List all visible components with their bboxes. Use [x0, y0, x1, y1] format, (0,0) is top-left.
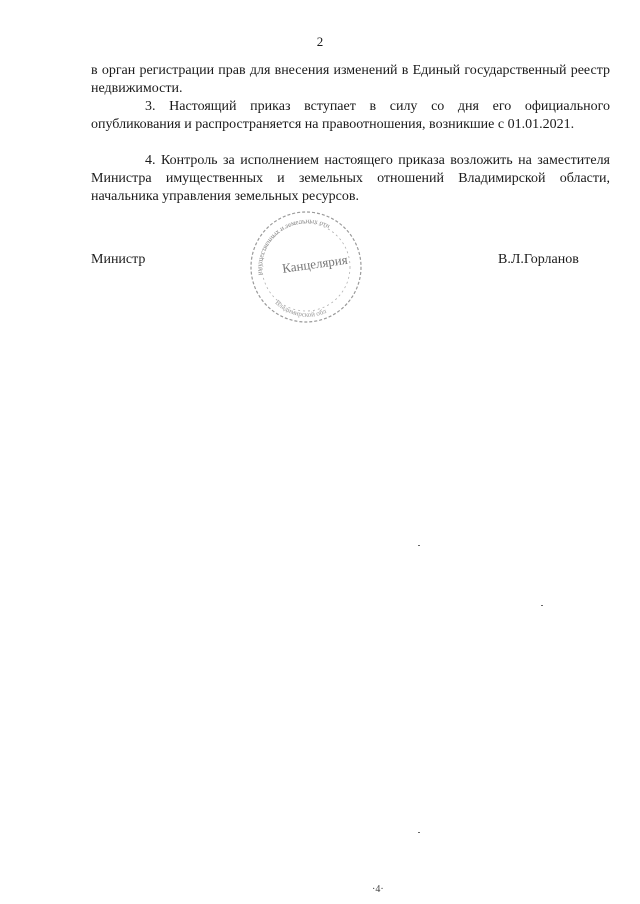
- paragraph-registration: [91, 62, 610, 98]
- paragraph-text: 4. Контроль за исполнением настоящего приказа возложить на заместителя Министра имущественных и земельных отношений Владимирской области, начальника управления земельных ресурсов.: [91, 153, 610, 204]
- stamp-ring-top: имущественных и земельных отн: [255, 217, 332, 276]
- footer-mark: ·4·: [372, 884, 384, 895]
- stamp-center-text: Канцелярия: [281, 251, 349, 276]
- signature-title: Министр: [91, 252, 146, 267]
- stamp-ring-bottom: Владимирской обл: [273, 298, 328, 319]
- scan-speck: [541, 605, 543, 606]
- scan-speck: [418, 545, 420, 546]
- paragraph-control: [91, 152, 610, 206]
- signature-name: В.Л.Горланов: [498, 252, 579, 267]
- paragraph-text: 3. Настоящий приказ вступает в силу со дня его официального опубликования и распространяется на правоотношения, возникшие с 01.01.2021.: [91, 99, 610, 132]
- paragraph-text: в орган регистрации прав для внесения изменений в Единый государственный реестр недвижимости.: [91, 63, 610, 96]
- paragraph-effective-date: [91, 98, 610, 134]
- office-stamp: [240, 205, 370, 330]
- scan-speck: [418, 832, 420, 833]
- page-number: 2: [316, 34, 324, 49]
